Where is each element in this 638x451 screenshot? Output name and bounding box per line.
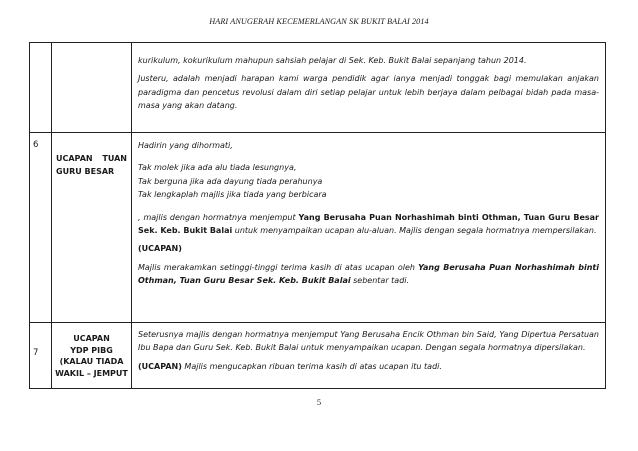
continuation-paragraph-1: kurikulum, kokurikulum mahupun sahsiah pelajar di Sek. Keb. Bukit Balai sepanjang tahun 2014. (138, 56, 527, 65)
pantun-line-2: Tak berguna jika ada dayung tiada perahunya (138, 176, 323, 186)
page-header: HARI ANUGERAH KECEMERLANGAN SK BUKIT BALAI 2014 (209, 17, 429, 26)
pantun-line-3: Tak lengkaplah majlis jika tiada yang berbicara (138, 190, 327, 200)
label-cell (52, 43, 132, 133)
label-cell (52, 323, 132, 389)
content-cell (132, 43, 606, 133)
row-number: 6 (33, 140, 39, 150)
thanks-paragraph: Majlis merakamkan setinggi-tinggi terima kasih di atas ucapan oleh Yang Berusaha Puan Norhashimah binti Othman, Tuan Guru Besar Sek. Keb. Bukit Balai sebentar tadi. (138, 262, 599, 286)
table-row-7 (30, 323, 606, 389)
number-cell (30, 323, 52, 389)
table-row-continuation (30, 43, 606, 133)
content-cell (132, 133, 606, 323)
row-number: 7 (33, 348, 39, 358)
invitation-paragraph: , majlis dengan hormatnya menjemput Yang Berusaha Puan Norhashimah binti Othman, Tuan Guru Besar Sek. Keb. Bukit Balai untuk menyampaikan ucapan alu-aluan. Majlis dengan segala hormatnya mempersilakan. (138, 212, 599, 236)
program-table (29, 42, 606, 389)
number-cell (30, 133, 52, 323)
page-number: 5 (316, 397, 322, 407)
invitation-paragraph: Seterusnya majlis dengan hormatnya menjemput Yang Berusaha Encik Othman bin Said, Yang Dipertua Persatuan Ibu Bapa dan Guru Sek. Keb. Bukit Balai untuk menyampaikan ucapan. Dengan segala hormatnya dipersilakan. (138, 330, 599, 353)
greeting: Hadirin yang dihormati, (138, 141, 233, 150)
continuation-paragraph-2: Justeru, adalah menjadi harapan kami warga pendidik agar ianya menjadi tonggak bagi memulakan anjakan paradigma dan pencetus revolusi dalam diri setiap pelajar untuk lebih berjaya dalam pelbagai bidah pada masa-masa yang akan datang. (138, 74, 599, 111)
number-cell (30, 43, 52, 133)
thanks-paragraph: (UCAPAN) Majlis mengucapkan ribuan terima kasih di atas ucapan itu tadi. (138, 361, 442, 371)
row-label: UCAPAN TUAN GURU BESAR (56, 154, 127, 177)
label-cell (52, 133, 132, 323)
content-cell (132, 323, 606, 389)
row-label: UCAPAN YDP PIBG (KALAU TIADA WAKIL – JEMPUT (55, 334, 128, 378)
table-row-6 (30, 133, 606, 323)
ucapan-tag: (UCAPAN) (138, 244, 182, 254)
pantun-line-1: Tak molek jika ada alu tiada lesungnya, (138, 163, 297, 173)
